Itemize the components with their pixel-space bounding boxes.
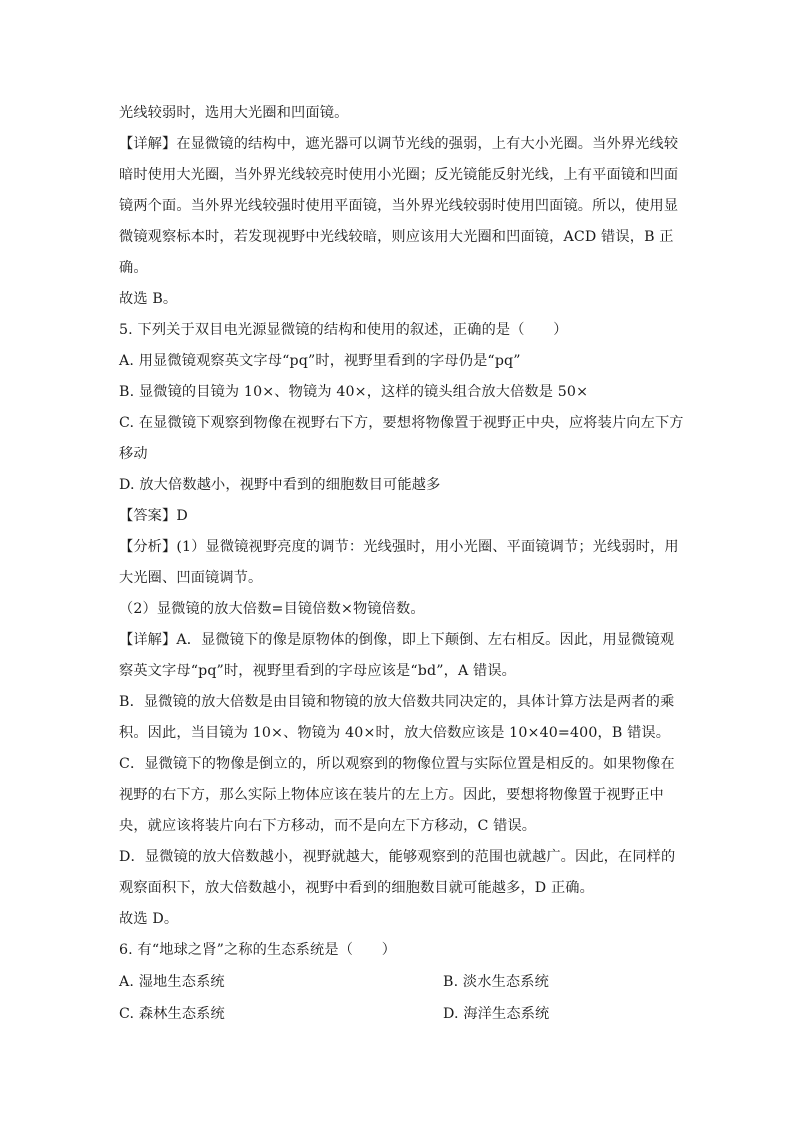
text-line: 确。 (119, 260, 148, 276)
detail-line: B．显微镜的放大倍数是由目镜和物镜的放大倍数共同决定的，具体计算方法是两者的乘 (119, 694, 675, 710)
question-5-option-c: C. 在显微镜下观察到物像在视野右下方，要想将物像置于视野正中央，应将装片向左下方 (119, 415, 684, 431)
question-5-stem: 5. 下列关于双目电光源显微镜的结构和使用的叙述，正确的是（ ） (119, 322, 568, 338)
detail-line: 察英文字母“pq”时，视野里看到的字母应该是“bd”，A 错误。 (119, 663, 517, 679)
detail-line: 积。因此，当目镜为 10×、物镜为 40×时，放大倍数应该是 10×40=400，B 错误。 (119, 725, 671, 741)
detail-line: D．显微镜的放大倍数越小，视野就越大，能够观察到的范围也就越广。因此，在同样的 (119, 849, 676, 865)
question-6-option-b: B. 淡水生态系统 (443, 974, 549, 990)
detail-line: 【详解】A．显微镜下的像是原物体的倒像，即上下颠倒、左右相反。因此，用显微镜观 (119, 632, 675, 648)
text-line: 光线较弱时，选用大光圈和凹面镜。 (119, 105, 349, 121)
question-5-option-a: A. 用显微镜观察英文字母“pq”时，视野里看到的字母仍是“pq” (119, 353, 521, 369)
question-6-stem: 6. 有“地球之肾”之称的生态系统是（ ） (119, 942, 397, 958)
analysis-line: 大光圈、凹面镜调节。 (119, 570, 263, 586)
conclusion-line: 故选 D。 (119, 911, 179, 927)
answer-line: 【答案】D (119, 508, 188, 524)
text-line: 暗时使用大光圈，当外界光线较亮时使用小光圈；反光镜能反射光线，上有平面镜和凹面 (119, 167, 679, 183)
question-5-option-c-cont: 移动 (119, 446, 148, 462)
question-5-option-d: D. 放大倍数越小，视野中看到的细胞数目可能越多 (119, 477, 441, 493)
question-5-option-b: B. 显微镜的目镜为 10×、物镜为 40×，这样的镜头组合放大倍数是 50× (119, 384, 589, 400)
text-line: 故选 B。 (119, 291, 178, 307)
question-6-option-c: C. 森林生态系统 (119, 1006, 225, 1022)
question-6-option-a: A. 湿地生态系统 (119, 974, 225, 990)
text-line: 【详解】在显微镜的结构中，遮光器可以调节光线的强弱，上有大小光圈。当外界光线较 (119, 136, 679, 152)
question-6-option-d: D. 海洋生态系统 (443, 1006, 550, 1022)
detail-line: 观察面积下，放大倍数越小，视野中看到的细胞数目就可能越多，D 正确。 (119, 880, 594, 896)
text-line: 微镜观察标本时，若发现视野中光线较暗，则应该用大光圈和凹面镜，ACD 错误，B 正 (119, 229, 674, 245)
detail-line: C．显微镜下的物像是倒立的，所以观察到的物像位置与实际位置是相反的。如果物像在 (119, 756, 675, 772)
detail-line: 央，就应该将装片向右下方移动，而不是向左下方移动，C 错误。 (119, 818, 537, 834)
analysis-line: 【分析】(1）显微镜视野亮度的调节：光线强时，用小光圈、平面镜调节；光线弱时，用 (119, 539, 679, 555)
analysis-line: （2）显微镜的放大倍数=目镜倍数×物镜倍数。 (119, 601, 425, 617)
text-line: 镜两个面。当外界光线较强时使用平面镜，当外界光线较弱时使用凹面镜。所以，使用显 (119, 198, 679, 214)
detail-line: 视野的右下方，那么实际上物体应该在装片的左上方。因此，要想将物像置于视野正中 (119, 787, 664, 803)
